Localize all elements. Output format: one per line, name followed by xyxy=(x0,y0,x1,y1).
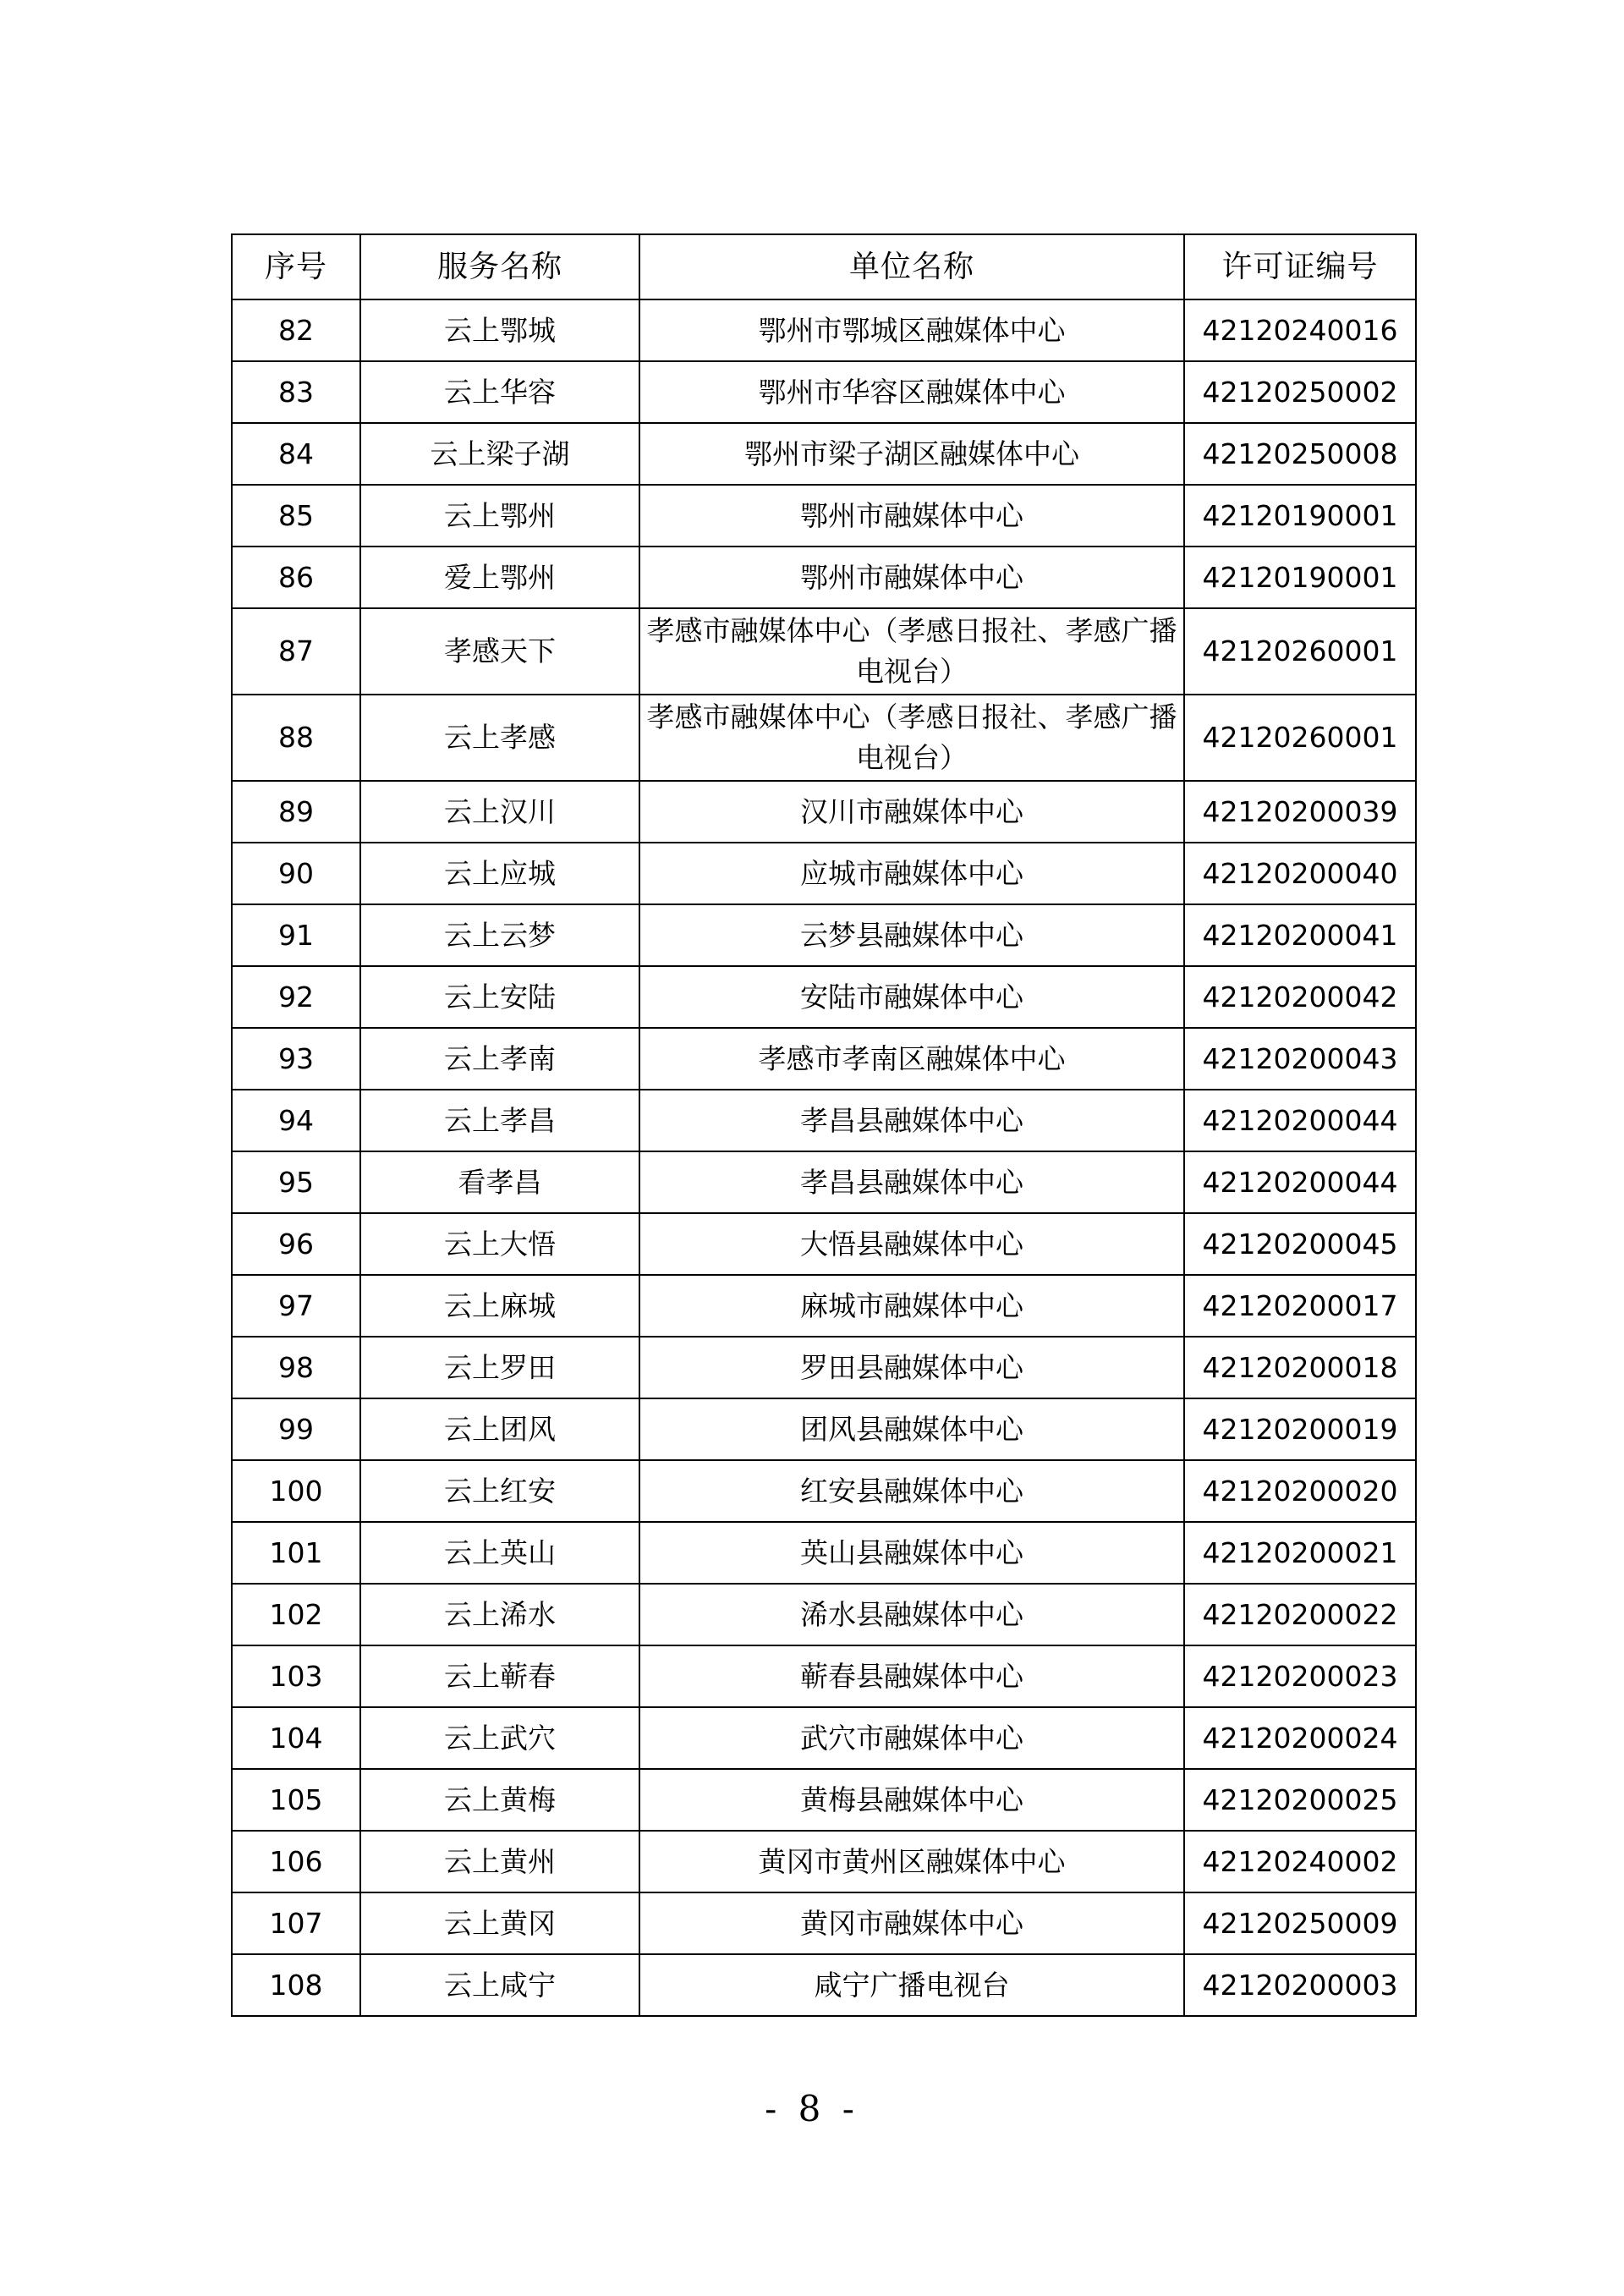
cell-unit-name: 应城市融媒体中心 xyxy=(639,843,1184,904)
cell-service-name: 云上鄂城 xyxy=(360,299,639,361)
table-row xyxy=(232,1028,1416,1090)
cell-license-number: 42120250009 xyxy=(1184,1892,1416,1954)
cell-license-number: 42120250008 xyxy=(1184,423,1416,485)
cell-unit-name: 鄂州市融媒体中心 xyxy=(639,485,1184,547)
cell-service-name: 云上孝感 xyxy=(360,695,639,781)
table-row xyxy=(232,781,1416,843)
cell-serial-number: 107 xyxy=(232,1892,360,1954)
cell-service-name: 云上华容 xyxy=(360,361,639,423)
cell-unit-name: 汉川市融媒体中心 xyxy=(639,781,1184,843)
table-row xyxy=(232,1398,1416,1460)
cell-unit-name: 孝感市孝南区融媒体中心 xyxy=(639,1028,1184,1090)
cell-service-name: 云上英山 xyxy=(360,1522,639,1584)
cell-service-name: 云上麻城 xyxy=(360,1275,639,1337)
cell-license-number: 42120200039 xyxy=(1184,781,1416,843)
cell-serial-number: 83 xyxy=(232,361,360,423)
cell-serial-number: 93 xyxy=(232,1028,360,1090)
cell-license-number: 42120240002 xyxy=(1184,1831,1416,1892)
cell-unit-name: 孝感市融媒体中心（孝感日报社、孝感广播电视台） xyxy=(639,695,1184,781)
cell-serial-number: 101 xyxy=(232,1522,360,1584)
cell-unit-name: 鄂州市梁子湖区融媒体中心 xyxy=(639,423,1184,485)
cell-unit-name: 英山县融媒体中心 xyxy=(639,1522,1184,1584)
cell-service-name: 爱上鄂州 xyxy=(360,547,639,608)
cell-unit-name: 咸宁广播电视台 xyxy=(639,1954,1184,2016)
cell-license-number: 42120190001 xyxy=(1184,485,1416,547)
cell-serial-number: 92 xyxy=(232,966,360,1028)
cell-serial-number: 82 xyxy=(232,299,360,361)
cell-unit-name: 孝感市融媒体中心（孝感日报社、孝感广播电视台） xyxy=(639,608,1184,695)
cell-service-name: 云上大悟 xyxy=(360,1213,639,1275)
table-row xyxy=(232,1151,1416,1213)
cell-serial-number: 89 xyxy=(232,781,360,843)
cell-unit-name: 罗田县融媒体中心 xyxy=(639,1337,1184,1398)
cell-serial-number: 84 xyxy=(232,423,360,485)
table-body xyxy=(232,299,1416,2016)
table-row xyxy=(232,485,1416,547)
cell-license-number: 42120200020 xyxy=(1184,1460,1416,1522)
cell-serial-number: 102 xyxy=(232,1584,360,1645)
cell-serial-number: 98 xyxy=(232,1337,360,1398)
cell-unit-name: 红安县融媒体中心 xyxy=(639,1460,1184,1522)
cell-unit-name: 团风县融媒体中心 xyxy=(639,1398,1184,1460)
table-row xyxy=(232,423,1416,485)
cell-serial-number: 94 xyxy=(232,1090,360,1151)
cell-service-name: 云上黄梅 xyxy=(360,1769,639,1831)
cell-serial-number: 90 xyxy=(232,843,360,904)
cell-license-number: 42120200024 xyxy=(1184,1707,1416,1769)
cell-unit-name: 孝昌县融媒体中心 xyxy=(639,1151,1184,1213)
cell-service-name: 云上孝南 xyxy=(360,1028,639,1090)
cell-unit-name: 鄂州市融媒体中心 xyxy=(639,547,1184,608)
cell-license-number: 42120250002 xyxy=(1184,361,1416,423)
cell-license-number: 42120200042 xyxy=(1184,966,1416,1028)
cell-unit-name: 黄冈市融媒体中心 xyxy=(639,1892,1184,1954)
table-row xyxy=(232,843,1416,904)
cell-service-name: 云上应城 xyxy=(360,843,639,904)
cell-unit-name: 鄂州市鄂城区融媒体中心 xyxy=(639,299,1184,361)
cell-service-name: 云上浠水 xyxy=(360,1584,639,1645)
license-table xyxy=(231,233,1417,2017)
cell-unit-name: 浠水县融媒体中心 xyxy=(639,1584,1184,1645)
table-row xyxy=(232,361,1416,423)
cell-unit-name: 黄梅县融媒体中心 xyxy=(639,1769,1184,1831)
table-row xyxy=(232,1090,1416,1151)
cell-service-name: 云上武穴 xyxy=(360,1707,639,1769)
cell-service-name: 云上蕲春 xyxy=(360,1645,639,1707)
table-row xyxy=(232,1769,1416,1831)
cell-license-number: 42120200003 xyxy=(1184,1954,1416,2016)
cell-unit-name: 黄冈市黄州区融媒体中心 xyxy=(639,1831,1184,1892)
table-row xyxy=(232,966,1416,1028)
cell-license-number: 42120200041 xyxy=(1184,904,1416,966)
cell-serial-number: 100 xyxy=(232,1460,360,1522)
cell-license-number: 42120200043 xyxy=(1184,1028,1416,1090)
cell-license-number: 42120200045 xyxy=(1184,1213,1416,1275)
cell-serial-number: 96 xyxy=(232,1213,360,1275)
cell-service-name: 云上安陆 xyxy=(360,966,639,1028)
cell-serial-number: 88 xyxy=(232,695,360,781)
header-license-number: 许可证编号 xyxy=(1184,234,1416,299)
table-row xyxy=(232,1584,1416,1645)
cell-license-number: 42120200040 xyxy=(1184,843,1416,904)
cell-license-number: 42120200017 xyxy=(1184,1275,1416,1337)
table-row xyxy=(232,904,1416,966)
cell-service-name: 云上梁子湖 xyxy=(360,423,639,485)
cell-license-number: 42120200021 xyxy=(1184,1522,1416,1584)
cell-service-name: 云上汉川 xyxy=(360,781,639,843)
table-row xyxy=(232,1954,1416,2016)
cell-license-number: 42120190001 xyxy=(1184,547,1416,608)
cell-license-number: 42120200023 xyxy=(1184,1645,1416,1707)
table-row xyxy=(232,1213,1416,1275)
cell-service-name: 云上咸宁 xyxy=(360,1954,639,2016)
cell-license-number: 42120200018 xyxy=(1184,1337,1416,1398)
table-row xyxy=(232,1892,1416,1954)
page-number: - 8 - xyxy=(765,2088,859,2129)
cell-service-name: 云上云梦 xyxy=(360,904,639,966)
cell-unit-name: 安陆市融媒体中心 xyxy=(639,966,1184,1028)
cell-license-number: 42120200019 xyxy=(1184,1398,1416,1460)
table-row xyxy=(232,695,1416,781)
cell-unit-name: 鄂州市华容区融媒体中心 xyxy=(639,361,1184,423)
cell-license-number: 42120200022 xyxy=(1184,1584,1416,1645)
cell-service-name: 云上鄂州 xyxy=(360,485,639,547)
cell-unit-name: 云梦县融媒体中心 xyxy=(639,904,1184,966)
cell-service-name: 云上黄冈 xyxy=(360,1892,639,1954)
cell-serial-number: 95 xyxy=(232,1151,360,1213)
table-row xyxy=(232,1275,1416,1337)
cell-license-number: 42120200025 xyxy=(1184,1769,1416,1831)
header-serial-number: 序号 xyxy=(232,234,360,299)
table-row xyxy=(232,1460,1416,1522)
cell-serial-number: 103 xyxy=(232,1645,360,1707)
cell-service-name: 云上红安 xyxy=(360,1460,639,1522)
table-header-row xyxy=(232,234,1416,299)
table-row xyxy=(232,547,1416,608)
cell-serial-number: 104 xyxy=(232,1707,360,1769)
cell-serial-number: 91 xyxy=(232,904,360,966)
cell-unit-name: 武穴市融媒体中心 xyxy=(639,1707,1184,1769)
table-row xyxy=(232,1522,1416,1584)
cell-unit-name: 蕲春县融媒体中心 xyxy=(639,1645,1184,1707)
table-row xyxy=(232,1337,1416,1398)
table-row xyxy=(232,1707,1416,1769)
cell-service-name: 云上黄州 xyxy=(360,1831,639,1892)
cell-serial-number: 97 xyxy=(232,1275,360,1337)
cell-serial-number: 86 xyxy=(232,547,360,608)
cell-service-name: 孝感天下 xyxy=(360,608,639,695)
table-row xyxy=(232,1645,1416,1707)
header-unit-name: 单位名称 xyxy=(639,234,1184,299)
header-service-name: 服务名称 xyxy=(360,234,639,299)
cell-license-number: 42120200044 xyxy=(1184,1151,1416,1213)
cell-license-number: 42120240016 xyxy=(1184,299,1416,361)
cell-serial-number: 106 xyxy=(232,1831,360,1892)
cell-service-name: 看孝昌 xyxy=(360,1151,639,1213)
cell-unit-name: 大悟县融媒体中心 xyxy=(639,1213,1184,1275)
cell-unit-name: 麻城市融媒体中心 xyxy=(639,1275,1184,1337)
cell-serial-number: 105 xyxy=(232,1769,360,1831)
cell-license-number: 42120200044 xyxy=(1184,1090,1416,1151)
cell-serial-number: 87 xyxy=(232,608,360,695)
table-row xyxy=(232,299,1416,361)
cell-service-name: 云上团风 xyxy=(360,1398,639,1460)
cell-license-number: 42120260001 xyxy=(1184,695,1416,781)
cell-license-number: 42120260001 xyxy=(1184,608,1416,695)
table-row xyxy=(232,608,1416,695)
cell-unit-name: 孝昌县融媒体中心 xyxy=(639,1090,1184,1151)
table-row xyxy=(232,1831,1416,1892)
cell-serial-number: 108 xyxy=(232,1954,360,2016)
cell-serial-number: 99 xyxy=(232,1398,360,1460)
cell-service-name: 云上罗田 xyxy=(360,1337,639,1398)
cell-service-name: 云上孝昌 xyxy=(360,1090,639,1151)
cell-serial-number: 85 xyxy=(232,485,360,547)
